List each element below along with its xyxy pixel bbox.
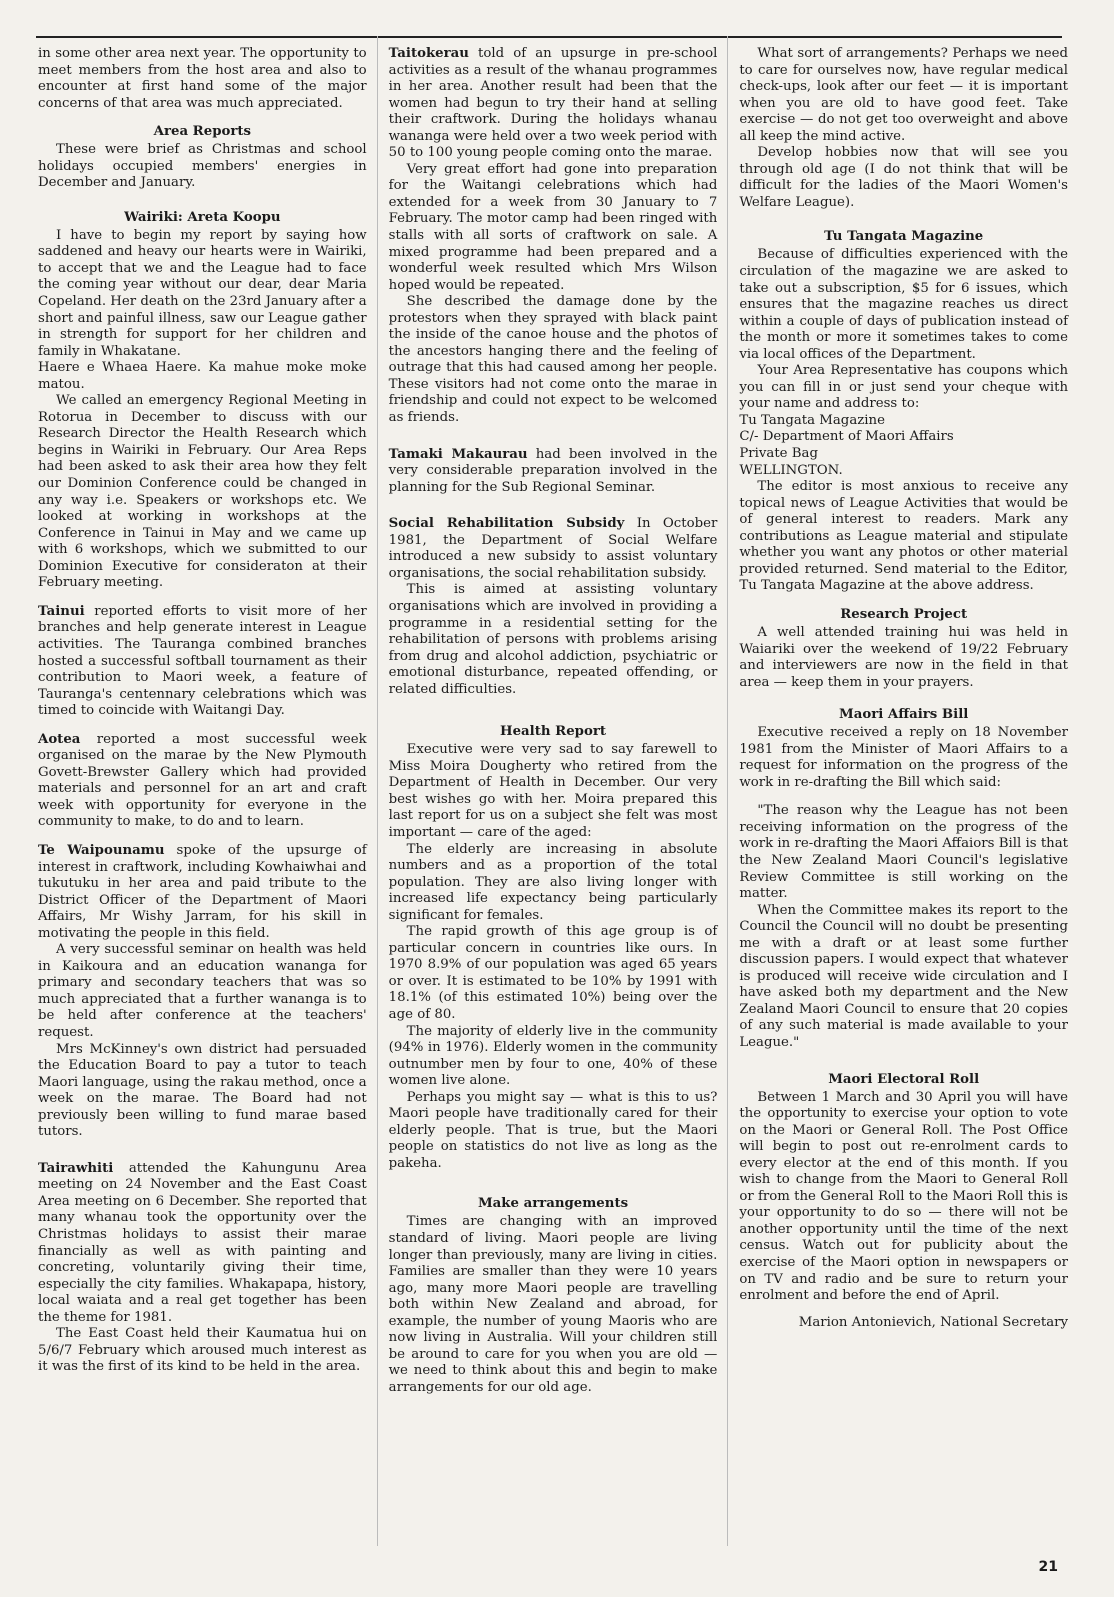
paragraph: A well attended training hui was held in Waiariki over the weekend of 19/22 February and interviewers are now in the field in that area — keep them in your prayers.	[739, 624, 1069, 690]
paragraph: Because of difficulties experienced with the circulation of the magazine we are asked to take out a subscription, $5 for 6 issues, which ensures that the magazine reaches us direct within a couple of days of publication instead of the month or more it sometimes takes to come via local offices of the Department.	[739, 247, 1069, 362]
paragraph: The majority of elderly live in the community (94% in 1976). Elderly women in the community outnumber men by four to one, 40% of these women live alone.	[388, 1023, 718, 1089]
paragraph: Between 1 March and 30 April you will have the opportunity to exercise your option to vote on the Maori or General Roll. The Post Office will begin to post out re-enrolment cards to every elector at the end of this month. If you wish to change from the Maori to General Roll or from the General Roll to the Maori Roll this is your opportunity to do so — there will not be another opportunity until the time of the next census. Watch out for publicity about the exercise of the Maori option in newspapers or on TV and radio and be sure to return your enrolment and before the end of April.	[739, 1089, 1069, 1304]
address-line: Tu Tangata Magazine	[739, 412, 885, 428]
paragraph: These were brief as Christmas and school holidays occupied members' energies in December and January.	[38, 142, 367, 191]
report-tainui	[38, 604, 367, 720]
paragraph: Perhaps you might say — what is this to us? Maori people have traditionally cared for their elderly people. That is true, but the Maori people on statistics do not live as long as the pakeha.	[388, 1089, 718, 1171]
column-3	[739, 46, 1068, 1546]
paragraph: Mrs McKinney's own district had persuaded the Education Board to pay a tutor to teach Maori language, using the rakau method, once a week on the marae. The Board had not previously been willing to fund marae based tutors.	[38, 1041, 367, 1140]
report-tairawhiti	[38, 1161, 367, 1326]
report-text: In October 1981, the Department of Social Welfare introduced a new subsidy to assist voluntary organisations, the social rehabilitation subsidy.	[388, 516, 718, 581]
heading-area-reports: Area Reports	[153, 124, 251, 140]
quote-paragraph: "The reason why the League has not been receiving information on the progress of the work in re-drafting the Maori Affaiors Bill is that the New Zealand Maori Council's legislative Review Committee is still working on the matter.	[739, 803, 1069, 902]
area-name: Aotea	[38, 731, 81, 747]
column-1	[38, 46, 367, 1546]
paragraph: in some other area next year. The opportunity to meet members from the host area and also to encounter at first hand some of the major concerns of that area was much appreciated.	[38, 46, 367, 111]
report-text: reported efforts to visit more of her branches and help generate interest in League activities. The Tauranga combined branches hosted a successful softball tournament as their contribution to Maori week, a feature of Tauranga's centennary celebrations which was timed to coincide with Waitangi Day.	[38, 603, 367, 719]
top-rule	[36, 36, 1062, 38]
report-social-rehabilitation	[389, 516, 718, 582]
paragraph: I have to begin my report by saying how saddened and heavy our hearts were in Wairiki, to accept that we and the League had to face the coming year without our dear, dear Maria Copeland. Her death on the 23rd January after a short and painful illness, saw our League gather in strength for support for her children and family in Whakatane.	[38, 227, 367, 359]
address-line: C/- Department of Maori Affairs	[739, 429, 954, 445]
report-text: spoke of the upsurge of interest in craftwork, including Kowhaiwhai and tukutuku in her area and paid tribute to the District Officer of the Department of Maori Affairs, Mr Wishy Jarram, for his skill in motivating the people in this field.	[38, 842, 367, 941]
paragraph: We called an emergency Regional Meeting in Rotorua in December to discuss with our Research Director the Health Research which begins in Wairiki in February. Our Area Reps had been asked to ask their area how they felt our Dominion Conference could be changed in any way i.e. Speakers or workshops etc. We looked at working in workshops at the Conference in Tainui in May and we came up with 6 workshops, which we submitted to our Dominion Executive for consideraton at their February meeting.	[38, 393, 367, 591]
heading-maori-affairs-bill: Maori Affairs Bill	[839, 707, 969, 723]
area-name: Tamaki Makaurau	[388, 446, 528, 462]
report-text: attended the Kahungunu Area meeting on 24 November and the East Coast Area meeting on 6 December. She reported that many whanau took the opportunity over the Christmas holidays to assist their marae financially as well as with painting and concreting, voluntarily giving their time, especially the city families. Whakapapa, history, local waiata and a real get together has been the theme for 1981.	[38, 1160, 367, 1325]
heading-make-arrangements: Make arrangements	[477, 1196, 629, 1212]
paragraph: Executive were very sad to say farewell to Miss Moira Dougherty who retired from the Department of Health in December. Our very best wishes go with her. Moira prepared this last report for us on a subject she felt was most important — care of the aged:	[388, 742, 718, 840]
heading-health-report: Health Report	[500, 724, 606, 740]
paragraph: Very great effort had gone into preparation for the Waitangi celebrations which had extended for a week from 30 January to 7 February. The motor camp had been ringed with stalls with all sorts of craftwork on sale. A mixed programme had been prepared and a wonderful week resulted which Mrs Wilson hoped would be repeated.	[388, 161, 718, 293]
paragraph: This is aimed at assisting voluntary organisations which are involved in providing a programme in a residential setting for the rehabilitation of persons with problems arising from drug and alcohol addiction, psychiatric or emotional disturbance, repeated offending, or related difficulties.	[388, 582, 718, 697]
paragraph: What sort of arrangements? Perhaps we need to care for ourselves now, have regular medical check-ups, look after our feet — it is important when you are old to have good feet. Take exercise — do not get too overweight and above all keep the mind active.	[739, 46, 1069, 144]
page-number: 21	[1038, 1559, 1058, 1575]
report-text: told of an upsurge in pre-school activities as a result of the whanau programmes in her area. Another result had been that the women had begun to try their hand at selling their craftwork. During the holidays whanau wananga were held over a two week period with 50 to 100 young people coming onto the marae.	[388, 46, 718, 161]
report-tamaki-makaurau	[389, 447, 718, 497]
paragraph: The rapid growth of this age group is of particular concern in countries like ours. In 1970 8.9% of our population was aged 65 years or over. It is estimated to be 10% by 1991 with 18.1% (of this estimated 10%) being over the age of 80.	[388, 924, 718, 1022]
paragraph: Executive received a reply on 18 November 1981 from the Minister of Maori Affairs to a request for information on the progress of the work in re-drafting the Bill which said:	[739, 725, 1069, 790]
report-te-waipounamu	[38, 843, 367, 942]
area-name: Tainui	[38, 603, 85, 619]
report-text: had been involved in the very considerable preparation involved in the planning for the Sub Regional Seminar.	[388, 446, 718, 495]
paragraph: Develop hobbies now that will see you through old age (I do not think that will be difficult for the ladies of the Maori Women's Welfare League).	[739, 145, 1069, 210]
paragraph: Times are changing with an improved standard of living. Maori people are living longer than previously, many are living in cities. Families are smaller than they were 10 years ago, many more Maori people are travelling both within New Zealand and abroad, for example, the number of young Maoris who are now living in Australia. Will your children still be around to care for you when you are old — we need to think about this and begin to make arrangements for our old age.	[388, 1214, 718, 1395]
paragraph: Haere e Whaea Haere. Ka mahue moke moke matou.	[38, 360, 367, 392]
paragraph: The editor is most anxious to receive any topical news of League Activities that would be of general interest to readers. Mark any contributions as League material and stipulate whether you want any photos or other material provided returned. Send material to the Editor, Tu Tangata Magazine at the above address.	[739, 479, 1069, 594]
heading-research-project: Research Project	[840, 606, 968, 622]
area-name: Tairawhiti	[38, 1160, 114, 1176]
report-aotea	[38, 732, 367, 831]
page-body	[38, 46, 1068, 1546]
heading-wairiki: Wairiki: Areta Koopu	[124, 209, 281, 225]
report-taitokerau	[389, 46, 718, 162]
paragraph: The elderly are increasing in absolute numbers and as a proportion of the total population. They are also living longer with increased life expectancy being particularly significant for females.	[388, 841, 718, 923]
section-name: Social Rehabilitation Subsidy	[388, 516, 625, 532]
quote-paragraph: When the Committee makes its report to the Council the Council will no doubt be presenting me with a draft or at least some further discussion papers. I would expect that whatever is produced will receive wide circulation and I have asked both my department and the New Zealand Maori Council to ensure that 20 copies of any such material is made available to your League."	[739, 902, 1069, 1050]
address-line: WELLINGTON.	[739, 462, 843, 478]
area-name: Taitokerau	[388, 46, 469, 61]
column-2	[389, 46, 718, 1546]
area-name: Te Waipounamu	[38, 842, 165, 858]
address-line: Private Bag	[739, 446, 818, 462]
heading-maori-electoral-roll: Maori Electoral Roll	[828, 1071, 980, 1087]
signature: Marion Antonievich, National Secretary	[798, 1314, 1069, 1330]
paragraph: Your Area Representative has coupons which you can fill in or just send your cheque with your name and address to:	[739, 363, 1069, 412]
paragraph: The East Coast held their Kaumatua hui on 5/6/7 February which aroused much interest as it was the first of its kind to be held in the area.	[38, 1326, 367, 1375]
paragraph: A very successful seminar on health was held in Kaikoura and an education wananga for primary and secondary teachers that was so much appreciated that a further wananga is to be held after conference at the teachers' request.	[38, 942, 367, 1040]
paragraph: She described the damage done by the protestors when they sprayed with black paint the inside of the canoe house and the photos of the ancestors hanging there and the feeling of outrage that this had caused among her people. These visitors had not come onto the marae in friendship and could not expect to be welcomed as friends.	[388, 294, 718, 426]
heading-tu-tangata: Tu Tangata Magazine	[824, 229, 984, 245]
report-text: reported a most successful week organised on the marae by the New Plymouth Govett-Brewster Gallery which had provided materials and personnel for an art and craft week with opportunity for everyone in the community to make, to do and to learn.	[38, 731, 367, 830]
